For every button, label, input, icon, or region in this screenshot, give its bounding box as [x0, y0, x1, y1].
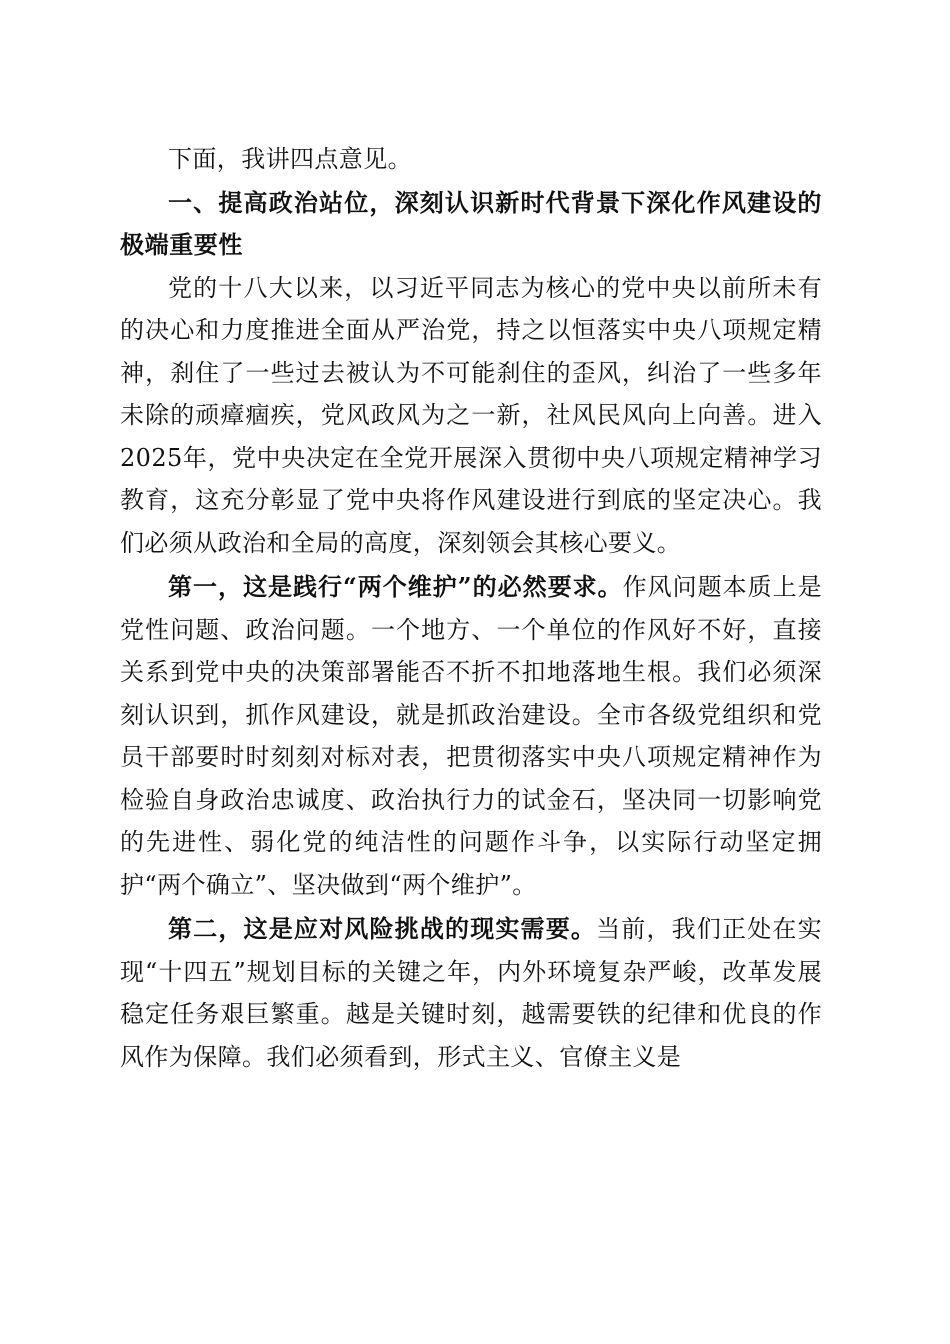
- point-two-lead: 第二，这是应对风险挑战的现实需要。: [168, 914, 597, 943]
- opening-paragraph: 下面，我讲四点意见。: [168, 145, 412, 173]
- point-one-text: 作风问题本质上是党性问题、政治问题。一个地方、一个单位的作风好不好，直接关系到党中央的决策部署能否不折不扣地落地生根。我们必须深刻认识到，抓作风建设，就是抓政治建设。全市各级党组织和党员干部要时时刻刻对标对表，把贯彻落实中央八项规定精神作为检验自身政治忠诚度、政治执行力的试金石，坚决同一切影响党的先进性、弱化党的纯洁性的问题作斗争，以实际行动坚定拥护“两个确立”、坚决做到“两个维护”。: [120, 573, 822, 899]
- point-two-paragraph: [120, 908, 822, 1078]
- intro-paragraph: 党的十八大以来，以习近平同志为核心的党中央以前所未有的决心和力度推进全面从严治党，持之以恒落实中央八项规定精神，刹住了一些过去被认为不可能刹住的歪风，纠治了一些多年未除的顽瘴痼疾，党风政风为之一新，社风民风向上向善。进入2025年，党中央决定在全党开展深入贯彻中央八项规定精神学习教育，这充分彰显了党中央将作风建设进行到底的坚定决心。我们必须从政治和全局的高度，深刻领会其核心要义。: [120, 273, 822, 557]
- section-heading: 一、提高政治站位，深刻认识新时代背景下深化作风建设的极端重要性: [120, 188, 822, 259]
- point-one-paragraph: [120, 566, 822, 906]
- point-one-lead: 第一，这是践行“两个维护”的必然要求。: [168, 572, 623, 601]
- point-two-text: 当前，我们正处在实现“十四五”规划目标的关键之年，内外环境复杂严峻，改革发展稳定任务艰巨繁重。越是关键时刻，越需要铁的纪律和优良的作风作为保障。我们必须看到，形式主义、官僚主义是: [120, 915, 822, 1071]
